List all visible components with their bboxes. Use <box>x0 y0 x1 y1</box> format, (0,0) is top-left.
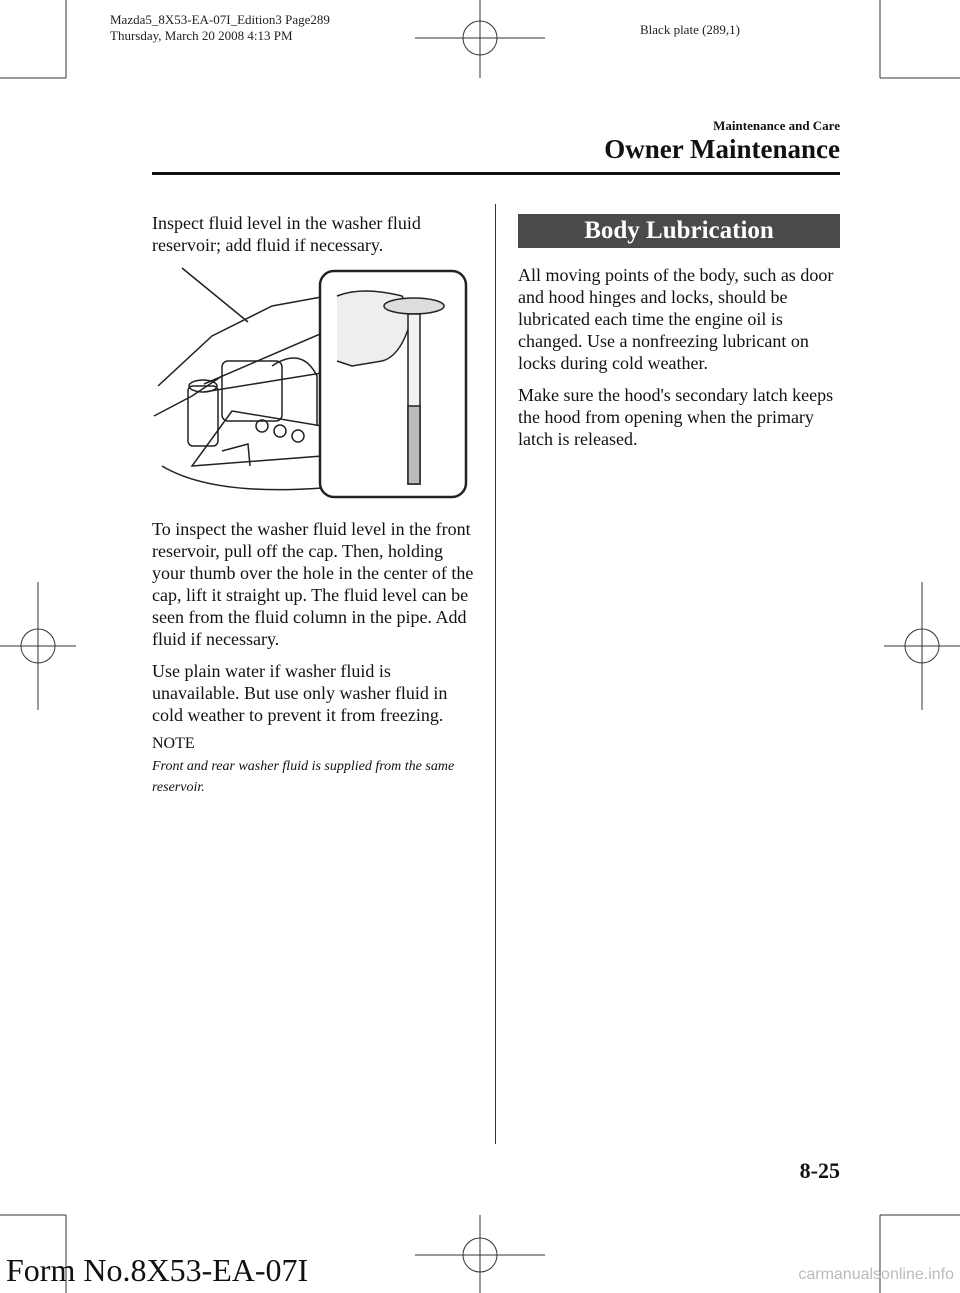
section-banner: Body Lubrication <box>518 214 840 248</box>
washer-reservoir-illustration <box>152 266 470 502</box>
watermark: carmanualsonline.info <box>798 1266 954 1283</box>
header-rule <box>152 172 840 175</box>
plain-water-paragraph: Use plain water if washer fluid is unavailable. But use only washer fluid in cold weather to prevent it from freezing. <box>152 661 448 725</box>
column-divider <box>495 204 496 1144</box>
page-number: 8-25 <box>799 1158 840 1183</box>
latch-paragraph: Make sure the hood's secondary latch keeps the hood from opening when the primary latch is released. <box>518 385 834 449</box>
lubrication-paragraph: All moving points of the body, such as door and hood hinges and locks, should be lubricated each time the engine oil is changed. Use a nonfreezing lubricant on locks during cold weather. <box>518 265 834 373</box>
print-info-line2: Thursday, March 20 2008 4:13 PM <box>110 28 293 43</box>
page-title: Owner Maintenance <box>604 134 840 164</box>
note-title: NOTE <box>152 735 195 752</box>
intro-paragraph: Inspect fluid level in the washer fluid reservoir; add fluid if necessary. <box>152 213 421 255</box>
form-number: Form No.8X53-EA-07I <box>6 1252 309 1288</box>
print-info-line1: Mazda5_8X53-EA-07I_Edition3 Page289 <box>110 12 330 27</box>
inspect-paragraph: To inspect the washer fluid level in the front reservoir, pull off the cap. Then, holding your thumb over the hole in the center of the cap, lift it straight up. The fluid level can be seen from the fluid column in the pipe. Add fluid if necessary. <box>152 519 474 649</box>
section-label: Maintenance and Care <box>713 118 840 133</box>
plate-label: Black plate (289,1) <box>640 22 740 37</box>
print-info <box>110 12 330 44</box>
note-body: Front and rear washer fluid is supplied from the same reservoir. <box>152 759 455 795</box>
